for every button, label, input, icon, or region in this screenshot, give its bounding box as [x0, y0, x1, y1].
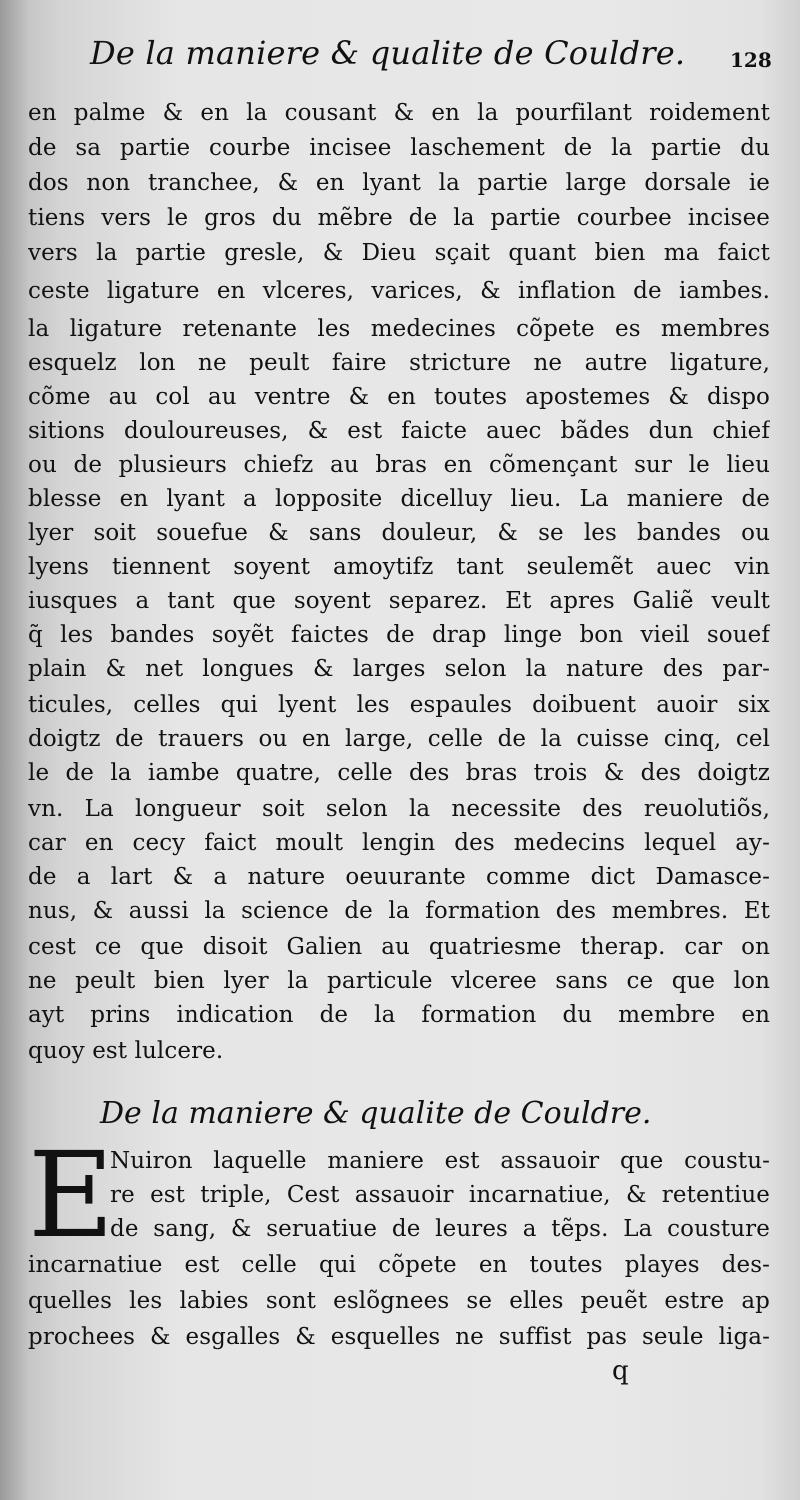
page-gutter-shadow — [0, 0, 28, 1500]
text-line: ceste ligature en vlceres, varices, & inflation de iambes. — [28, 278, 770, 304]
text-line: q̃ les bandes soyẽt faictes de drap linge bon vieil souef — [28, 622, 770, 648]
text-line: vers la partie gresle, & Dieu sçait quant bien ma faict — [28, 240, 770, 266]
text-line: ne peult bien lyer la particule vlceree sans ce que lon — [28, 968, 770, 994]
text-line: Nuiron laquelle maniere est assauoir que coustu- — [110, 1148, 770, 1174]
text-line: ayt prins indication de la formation du membre en — [28, 1002, 770, 1028]
text-line: tiens vers le gros du mẽbre de la partie courbee incisee — [28, 205, 770, 231]
text-line: ou de plusieurs chiefz au bras en cõmençant sur le lieu — [28, 452, 770, 478]
text-line: cest ce que disoit Galien au quatriesme therap. car on — [28, 934, 770, 960]
running-head: De la maniere & qualite de Couldre. — [90, 34, 686, 72]
text-line: re est triple, Cest assauoir incarnatiue, & retentiue — [110, 1182, 770, 1208]
text-line: le de la iambe quatre, celle des bras trois & des doigtz — [28, 760, 770, 786]
section-heading: De la maniere & qualite de Couldre. — [100, 1096, 652, 1131]
text-line: car en cecy faict moult lengin des medecins lequel ay- — [28, 830, 770, 856]
text-line: prochees & esgalles & esquelles ne suffist pas seule liga- — [28, 1324, 770, 1350]
text-line: de sang, & seruatiue de leures a tẽps. La cousture — [110, 1216, 770, 1242]
text-line: nus, & aussi la science de la formation des membres. Et — [28, 898, 770, 924]
page-number: 128 — [730, 48, 772, 72]
text-line: incarnatiue est celle qui cõpete en toutes playes des- — [28, 1252, 770, 1278]
text-line: quoy est lulcere. — [28, 1038, 224, 1064]
text-line: quelles les labies sont eslõgnees se elles peuẽt estre ap — [28, 1288, 770, 1314]
catchword: q — [612, 1356, 629, 1386]
text-line: de sa partie courbe incisee laschement de la partie du — [28, 135, 770, 161]
text-line: en palme & en la cousant & en la pourfilant roidement — [28, 100, 770, 126]
text-line: de a lart & a nature oeuurante comme dict Damasce- — [28, 864, 770, 890]
text-line: sitions douloureuses, & est faicte auec bãdes dun chief — [28, 418, 770, 444]
text-line: la ligature retenante les medecines cõpete es membres — [28, 316, 770, 342]
text-line: ticules, celles qui lyent les espaules doibuent auoir six — [28, 692, 770, 718]
text-line: iusques a tant que soyent separez. Et apres Galiẽ veult — [28, 588, 770, 614]
drop-cap-initial: E — [28, 1126, 115, 1264]
text-line: doigtz de trauers ou en large, celle de la cuisse cinq, cel — [28, 726, 770, 752]
text-line: vn. La longueur soit selon la necessite des reuolutiõs, — [28, 796, 770, 822]
text-line: plain & net longues & larges selon la nature des par- — [28, 656, 770, 682]
text-line: cõme au col au ventre & en toutes apostemes & dispo — [28, 384, 770, 410]
text-line: lyens tiennent soyent amoytifz tant seulemẽt auec vin — [28, 554, 770, 580]
text-line: esquelz lon ne peult faire stricture ne autre ligature, — [28, 350, 770, 376]
text-line: lyer soit souefue & sans douleur, & se les bandes ou — [28, 520, 770, 546]
text-line: dos non tranchee, & en lyant la partie large dorsale ie — [28, 170, 770, 196]
text-line: blesse en lyant a lopposite dicelluy lieu. La maniere de — [28, 486, 770, 512]
